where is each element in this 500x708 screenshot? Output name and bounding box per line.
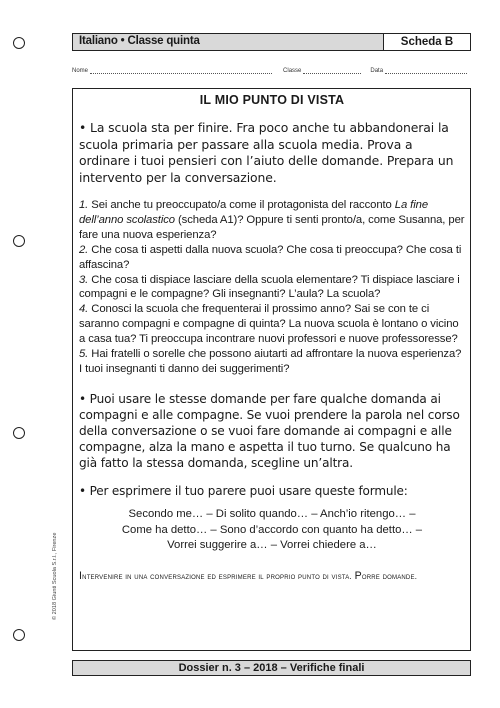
sheet-label: Scheda B bbox=[383, 34, 470, 50]
worksheet-footer: Dossier n. 3 – 2018 – Verifiche finali bbox=[72, 660, 471, 676]
question-4: 4. Conosci la scuola che frequenterai il prossimo anno? Sai se con te ci saranno compagni e compagne di quinta? La nuova scuola è lontano o vicino a casa tua? Ti preoccupa incontrare nuovi professori e nuove professoresse? bbox=[79, 303, 459, 346]
date-field[interactable] bbox=[385, 67, 467, 74]
subject-label: Italiano • Classe quinta bbox=[79, 35, 200, 47]
formula-line: Come ha detto… – Sono d’accordo con quanto ha detto… – bbox=[121, 523, 423, 536]
date-label: Data bbox=[370, 68, 384, 74]
binder-hole-upper-middle bbox=[13, 235, 25, 247]
formula-line: Vorrei suggerire a… – Vorrei chiedere a… bbox=[167, 538, 377, 551]
copyright-notice: © 2018 Giunti Scuola S.r.l., Firenze bbox=[52, 532, 58, 620]
formula-list bbox=[79, 507, 465, 553]
question-3: 3. Che cosa ti dispiace lasciare della scuola elementare? Ti dispiace lasciare i compagni e le compagne? Gli insegnanti? L’aula? La scuola? bbox=[79, 273, 460, 301]
formula-line: Secondo me… – Di solito quando… – Anch’io ritengo… – bbox=[128, 508, 416, 521]
worksheet-title: IL MIO PUNTO DI VISTA bbox=[199, 93, 345, 107]
story-title: La fine dell’anno scolastico bbox=[79, 199, 428, 226]
student-info-row bbox=[72, 67, 472, 74]
instruction-formulas: • Per esprimere il tuo parere puoi usare queste formule: bbox=[79, 484, 408, 499]
intro-paragraph: • La scuola sta per finire. Fra poco anche tu abbandonerai la scuola primaria per passare alla scuola media. Prova a ordinare i tuoi pensieri con l’aiuto delle domande. Prepara un intervento per la conversazione. bbox=[79, 120, 454, 185]
worksheet-header bbox=[72, 33, 471, 51]
learning-goal: Intervenire in una conversazione ed esprimere il proprio punto di vista. Porre domande. bbox=[79, 570, 418, 583]
class-label: Classe bbox=[283, 68, 302, 74]
binder-hole-lower-middle bbox=[13, 427, 25, 439]
name-field[interactable] bbox=[90, 67, 272, 74]
worksheet-content bbox=[79, 92, 465, 583]
name-label: Nome bbox=[72, 68, 89, 74]
question-list bbox=[79, 198, 465, 377]
class-field[interactable] bbox=[303, 67, 361, 74]
question-2: 2. Che cosa ti aspetti dalla nuova scuola? Che cosa ti preoccupa? Che cosa ti affascina? bbox=[79, 243, 462, 271]
instruction-questions: • Puoi usare le stesse domande per fare qualche domanda ai compagni e alle compagne. Se vuoi prendere la parola nel corso della conversazione o se vuoi fare domande ai compagni e alle compagne, alza la mano e aspetta il tuo turno. Se qualcuno ha già fatto la stessa domanda, scegline un’altra. bbox=[79, 391, 460, 471]
question-5: 5. Hai fratelli o sorelle che possono aiutarti ad affrontare la nuova esperienza? I tuoi insegnanti ti danno dei suggerimenti? bbox=[79, 348, 462, 375]
binder-hole-top bbox=[13, 37, 25, 49]
question-1: 1. Sei anche tu preoccupato/a come il protagonista del racconto La fine dell’anno scolastico (scheda A1)? Oppure ti senti pronto/a, come Susanna, per fare una nuova esperienza? bbox=[79, 199, 465, 241]
binder-hole-bottom bbox=[13, 629, 25, 641]
